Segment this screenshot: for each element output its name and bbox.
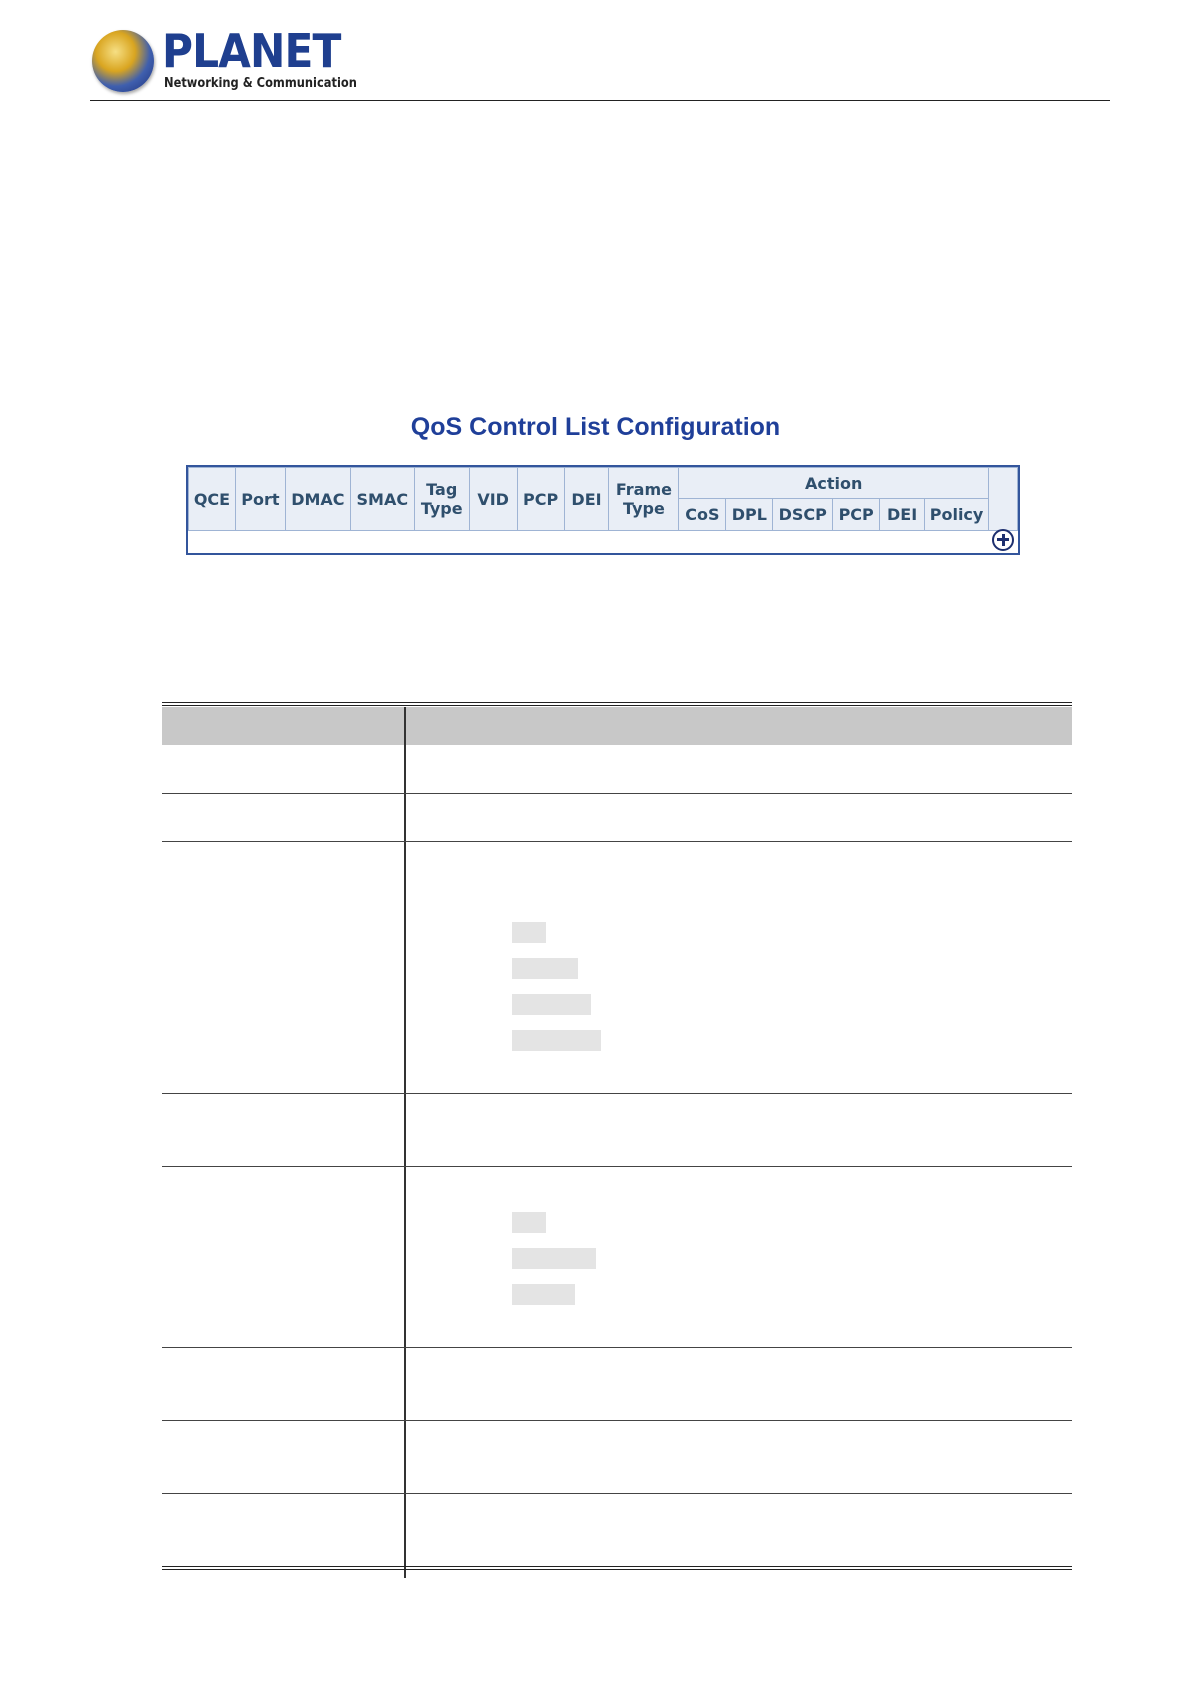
globe-icon bbox=[92, 30, 154, 92]
col-dei: DEI bbox=[564, 468, 609, 531]
col-frame-type-line1: Frame bbox=[615, 480, 672, 499]
col-blank bbox=[989, 468, 1018, 531]
table-row bbox=[162, 1493, 1072, 1566]
brand-tagline: Networking & Communication bbox=[164, 76, 357, 91]
table-row bbox=[162, 793, 1072, 842]
col-frame-type bbox=[609, 468, 679, 531]
placeholder-bar bbox=[512, 1030, 601, 1051]
header-divider bbox=[90, 100, 1110, 101]
col-tag-type-line2: Type bbox=[420, 499, 463, 518]
col-smac: SMAC bbox=[350, 468, 414, 531]
col-action-dei: DEI bbox=[880, 499, 925, 531]
col-action-pcp: PCP bbox=[833, 499, 880, 531]
col-tag-type-line1: Tag bbox=[426, 480, 458, 499]
col-vid: VID bbox=[469, 468, 517, 531]
qce-list-table bbox=[186, 465, 1020, 555]
placeholder-bar bbox=[512, 1284, 575, 1305]
col-action-group: Action bbox=[679, 468, 989, 499]
table-row bbox=[162, 841, 1072, 1094]
plus-circle-icon[interactable] bbox=[992, 529, 1014, 551]
table-bottom-rule bbox=[162, 1566, 1072, 1570]
col-dmac: DMAC bbox=[285, 468, 350, 531]
placeholder-bar bbox=[512, 922, 546, 943]
col-frame-type-line2: Type bbox=[623, 499, 665, 518]
col-port: Port bbox=[235, 468, 285, 531]
col-pcp: PCP bbox=[517, 468, 564, 531]
planet-logo bbox=[92, 24, 357, 98]
table-top-rule bbox=[162, 702, 1072, 706]
placeholder-bar bbox=[512, 1248, 596, 1269]
table-row bbox=[162, 1347, 1072, 1421]
brand-name: PLANET bbox=[162, 24, 341, 78]
placeholder-bar bbox=[512, 958, 578, 979]
col-tag-type bbox=[414, 468, 469, 531]
col-action-cos: CoS bbox=[679, 499, 726, 531]
col-action-dpl: DPL bbox=[726, 499, 773, 531]
panel-title: QoS Control List Configuration bbox=[410, 413, 781, 441]
table-header-row bbox=[162, 707, 1072, 745]
table-row bbox=[162, 1093, 1072, 1167]
placeholder-bar bbox=[512, 1212, 546, 1233]
col-qce: QCE bbox=[189, 468, 236, 531]
col-action-policy: Policy bbox=[925, 499, 989, 531]
col-action-dscp: DSCP bbox=[773, 499, 833, 531]
table-row bbox=[162, 745, 1072, 794]
table-row bbox=[162, 1166, 1072, 1348]
table-row bbox=[162, 1420, 1072, 1494]
placeholder-bar bbox=[512, 994, 591, 1015]
